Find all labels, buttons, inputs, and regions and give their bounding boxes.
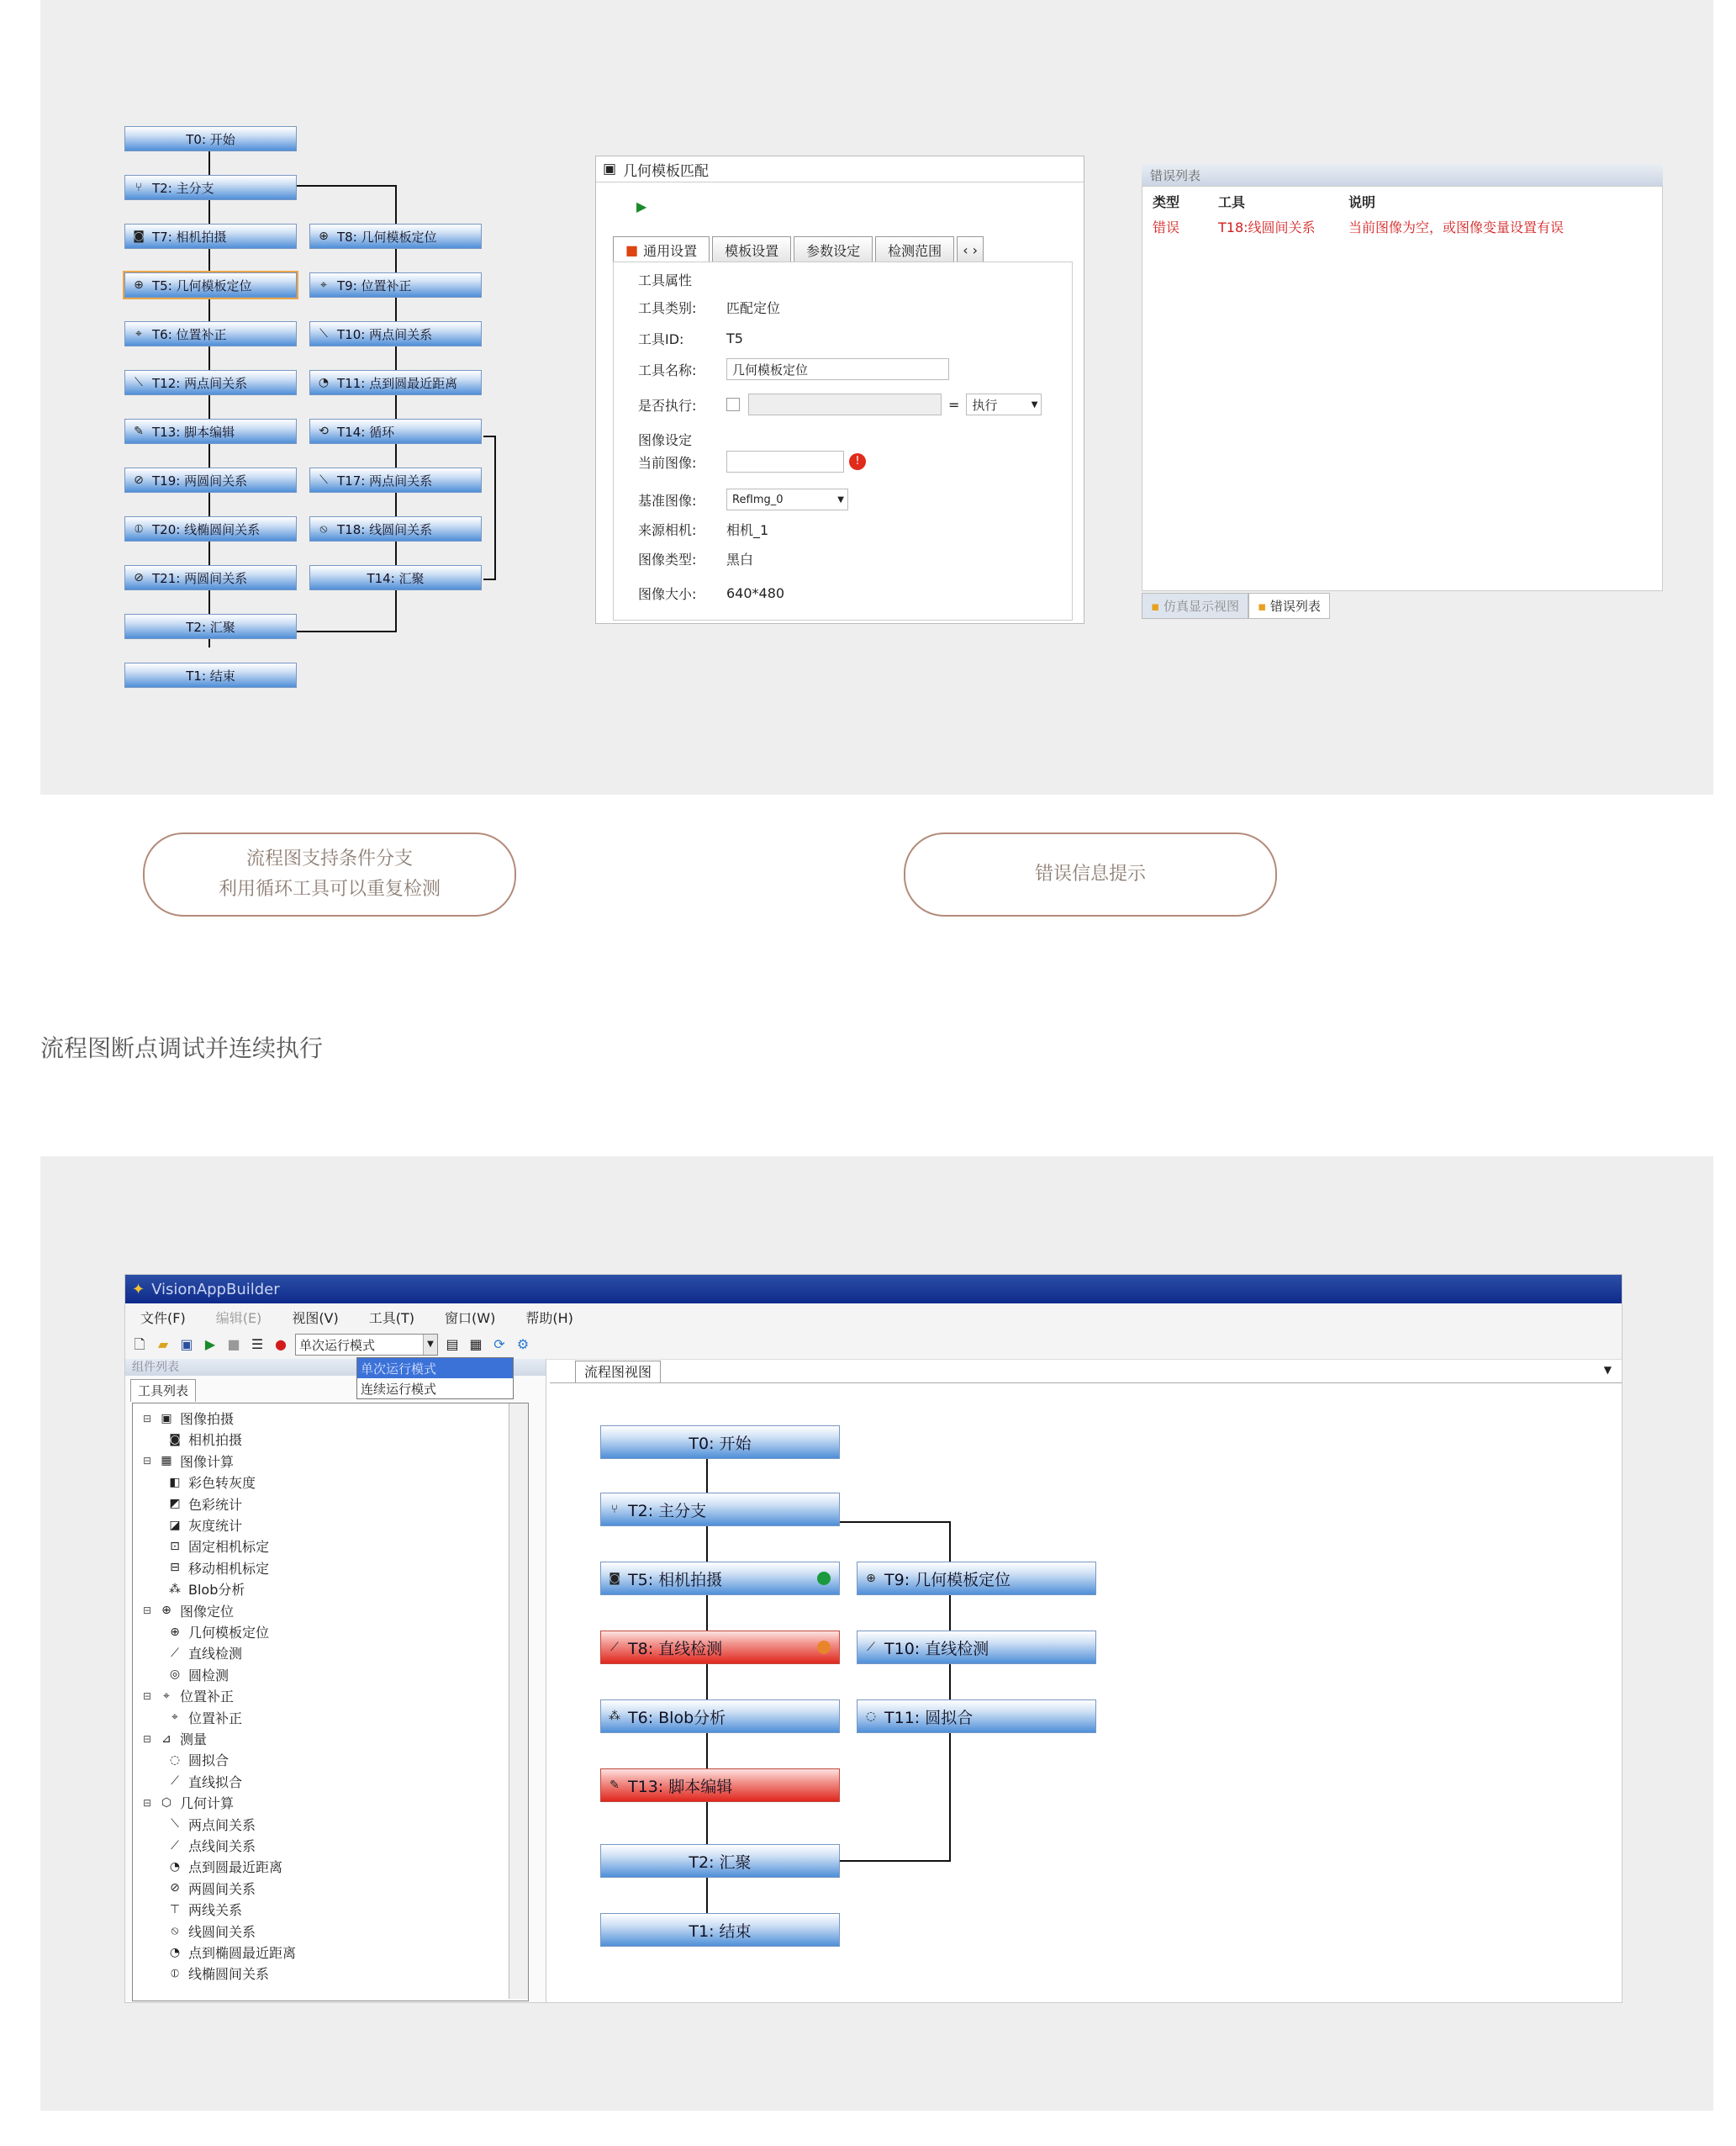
tool-icon: ⊕ bbox=[161, 1604, 171, 1618]
node-label: T1: 结束 bbox=[689, 1921, 752, 1941]
field-value: 相机_1 bbox=[726, 522, 769, 538]
line-detect-icon: ⟋ bbox=[610, 1641, 619, 1654]
flow-panel bbox=[550, 1359, 1622, 2002]
chevron-down-icon[interactable]: ▼ bbox=[1603, 1364, 1612, 1376]
field-value: 640*480 bbox=[726, 585, 785, 601]
property-window bbox=[595, 156, 1084, 624]
tool-icon: ▦ bbox=[161, 1454, 172, 1468]
tree-category[interactable] bbox=[143, 1686, 234, 1705]
execute-checkbox[interactable] bbox=[726, 398, 740, 411]
tree-tool-item[interactable] bbox=[166, 1964, 269, 1983]
tool-icon: ◌ bbox=[169, 1752, 181, 1767]
col-tool: 工具 bbox=[1218, 194, 1246, 210]
row-execute bbox=[638, 394, 1042, 415]
execute-condition-input[interactable] bbox=[748, 394, 942, 415]
caption-line: 流程图支持条件分支 bbox=[245, 848, 413, 870]
two-point-icon: ⟍ bbox=[319, 327, 328, 341]
section-label: 图像设定 bbox=[638, 432, 693, 448]
script-icon: ✎ bbox=[609, 1779, 620, 1792]
flow-node-t5[interactable] bbox=[600, 1562, 840, 1595]
chevron-down-icon: ▼ bbox=[837, 494, 844, 505]
flow-node-t2[interactable] bbox=[600, 1493, 840, 1526]
tree-tool-item[interactable] bbox=[166, 1815, 256, 1834]
tab-tool-list[interactable]: 工具列表 bbox=[130, 1379, 196, 1402]
tree-category[interactable] bbox=[143, 1793, 234, 1812]
row-base-image bbox=[638, 489, 848, 510]
tree-tool-item[interactable] bbox=[166, 1430, 242, 1449]
locate-icon: ⊕ bbox=[134, 278, 144, 292]
tool-icon: ◙ bbox=[169, 1432, 181, 1446]
error-bottom-tabs bbox=[1142, 593, 1663, 619]
field-label: 来源相机: bbox=[638, 522, 697, 538]
menu-tools[interactable]: 工具(T) bbox=[368, 1309, 415, 1326]
node-label: T8: 几何模板定位 bbox=[337, 229, 437, 245]
tree-label: 点线间关系 bbox=[188, 1838, 256, 1854]
blob-icon: ⁂ bbox=[609, 1710, 620, 1723]
tool-icon: ⟋ bbox=[171, 1838, 179, 1853]
tab-label: 检测范围 bbox=[888, 242, 942, 259]
collapse-icon[interactable]: ⊟ bbox=[143, 1796, 152, 1809]
section-image bbox=[638, 430, 692, 449]
tree-scrollbar[interactable] bbox=[509, 1403, 528, 1999]
tree-label: 彩色转灰度 bbox=[188, 1475, 256, 1492]
node-label: T17: 两点间关系 bbox=[337, 473, 433, 489]
flow-node-t13-breakpoint[interactable] bbox=[600, 1768, 840, 1802]
node-label: T13: 脚本编辑 bbox=[152, 424, 235, 440]
tool-icon: ◩ bbox=[169, 1497, 181, 1511]
tree-tool-item[interactable] bbox=[166, 1558, 269, 1578]
tool-name-input[interactable]: 几何模板定位 bbox=[726, 358, 949, 380]
tool-tree bbox=[132, 1403, 529, 2001]
tree-tool-item[interactable] bbox=[166, 1921, 256, 1941]
tree-tool-item[interactable] bbox=[166, 1879, 256, 1898]
new-file-icon[interactable]: 🗋 bbox=[134, 1336, 145, 1352]
node-label: T13: 脚本编辑 bbox=[628, 1777, 733, 1796]
flow-node-t0[interactable] bbox=[124, 126, 297, 151]
flow-node-t14-merge[interactable] bbox=[309, 565, 482, 590]
collapse-icon[interactable]: ⊟ bbox=[143, 1689, 152, 1702]
tree-tool-item[interactable] bbox=[166, 1472, 256, 1492]
tab-marker-icon: ■ bbox=[625, 241, 639, 258]
error-row[interactable] bbox=[1153, 217, 1564, 236]
position-fix-icon: ⌖ bbox=[135, 327, 142, 341]
flow-node-t7[interactable] bbox=[124, 224, 297, 249]
tree-category[interactable] bbox=[143, 1601, 234, 1620]
flow-node-t14-loop[interactable] bbox=[309, 419, 482, 444]
flow-node-t0[interactable] bbox=[600, 1425, 840, 1459]
tool-icon: ⦶ bbox=[170, 1966, 180, 1980]
flow-node-t21[interactable] bbox=[124, 565, 297, 590]
tab-simulation-view[interactable] bbox=[1142, 593, 1248, 619]
flow-node-t11[interactable] bbox=[309, 370, 482, 395]
point-circle-icon: ◔ bbox=[318, 376, 330, 389]
app-titlebar bbox=[125, 1275, 1622, 1303]
tool-icon: ⊟ bbox=[170, 1561, 180, 1575]
caption-line: 利用循环工具可以重复检测 bbox=[218, 879, 441, 900]
tab-label: 错误列表 bbox=[1269, 599, 1321, 614]
tree-tool-item[interactable] bbox=[166, 1708, 242, 1727]
refresh-icon[interactable]: ⟳ bbox=[493, 1336, 505, 1352]
tab-error-list[interactable] bbox=[1248, 593, 1330, 619]
error-tool: T18:线圆间关系 bbox=[1218, 219, 1316, 235]
locate-icon: ⊕ bbox=[319, 230, 329, 243]
tool-icon: ⟋ bbox=[171, 1646, 179, 1660]
tab-template[interactable] bbox=[712, 236, 791, 262]
field-label: 基准图像: bbox=[638, 492, 697, 509]
flow-node-t2-merge[interactable] bbox=[600, 1844, 840, 1878]
circle-fit-icon: ◌ bbox=[865, 1710, 877, 1723]
collapse-icon[interactable]: ⊟ bbox=[143, 1412, 152, 1424]
branch-icon: ⑂ bbox=[610, 1503, 619, 1516]
tree-label: 两点间关系 bbox=[188, 1816, 256, 1833]
open-folder-icon[interactable]: ▰ bbox=[157, 1336, 169, 1352]
flow-node-t12[interactable] bbox=[124, 370, 297, 395]
loop-icon: ⟲ bbox=[319, 425, 329, 438]
property-tabs bbox=[613, 236, 986, 262]
tree-label: 灰度统计 bbox=[188, 1518, 243, 1534]
run-icon[interactable]: ▶ bbox=[204, 1336, 216, 1352]
run-icon[interactable]: ▶ bbox=[636, 198, 647, 214]
tool-icon: ⊤ bbox=[169, 1902, 181, 1916]
record-icon[interactable]: ● bbox=[275, 1336, 287, 1352]
node-label: T10: 两点间关系 bbox=[337, 326, 433, 342]
tree-label: 色彩统计 bbox=[188, 1496, 243, 1513]
property-title-text: 几何模板匹配 bbox=[623, 162, 710, 180]
tree-label: 线椭圆间关系 bbox=[188, 1966, 270, 1983]
loop-connector bbox=[494, 436, 496, 580]
flow-node-t1[interactable] bbox=[600, 1913, 840, 1947]
two-point-icon: ⟍ bbox=[319, 473, 328, 487]
branch-icon: ⑂ bbox=[135, 181, 143, 194]
tree-tool-item[interactable] bbox=[166, 1515, 242, 1535]
tree-label: 几何计算 bbox=[180, 1795, 235, 1812]
tool-icon: ⦸ bbox=[171, 1924, 179, 1938]
tool-icon: ⟍ bbox=[171, 1817, 179, 1832]
execute-select-value: 执行 bbox=[972, 397, 998, 413]
row-image-size bbox=[638, 584, 784, 603]
tree-label: 图像定位 bbox=[180, 1603, 235, 1620]
tree-tool-item[interactable] bbox=[166, 1665, 229, 1684]
tool-icon: ◔ bbox=[169, 1945, 181, 1959]
menu-window[interactable]: 窗口(W) bbox=[445, 1309, 496, 1326]
tree-tool-item[interactable] bbox=[166, 1494, 242, 1514]
mode-option-single[interactable]: 单次运行模式 bbox=[357, 1358, 513, 1378]
node-label: T7: 相机拍摄 bbox=[152, 229, 227, 245]
node-label: T1: 结束 bbox=[186, 668, 235, 684]
tab-flow-view[interactable]: 流程图视图 bbox=[575, 1361, 661, 1383]
tool-icon: ⬡ bbox=[161, 1795, 172, 1810]
field-label: 当前图像: bbox=[638, 454, 697, 471]
row-current-image bbox=[638, 451, 866, 473]
tab-params[interactable] bbox=[794, 236, 873, 262]
section-heading: 流程图断点调试并连续执行 bbox=[40, 1034, 324, 1062]
component-panel bbox=[125, 1359, 546, 2002]
chevron-down-icon: ▼ bbox=[1031, 399, 1038, 410]
node-label: T12: 两点间关系 bbox=[152, 375, 248, 391]
node-label: T9: 几何模板定位 bbox=[884, 1570, 1011, 1589]
tree-tool-item[interactable] bbox=[166, 1622, 269, 1641]
two-circle-icon: ⊘ bbox=[134, 473, 144, 487]
line-circle-icon: ⦸ bbox=[319, 522, 328, 536]
caption-flow-branch bbox=[143, 832, 516, 917]
chevron-down-icon: ▼ bbox=[423, 1335, 437, 1355]
flow-node-t10[interactable] bbox=[309, 321, 482, 346]
tool-icon: ⊡ bbox=[170, 1539, 180, 1553]
tree-label: 线圆间关系 bbox=[188, 1923, 256, 1940]
tree-label: 移动相机标定 bbox=[188, 1560, 270, 1577]
list-icon: ▪ bbox=[1257, 599, 1267, 614]
camera-icon: ◙ bbox=[609, 1572, 620, 1585]
tool-icon: ◔ bbox=[169, 1859, 181, 1874]
flow-node-t19[interactable] bbox=[124, 468, 297, 493]
two-circle-icon: ⊘ bbox=[134, 571, 144, 584]
tab-label: 通用设置 bbox=[643, 242, 698, 259]
node-label: T8: 直线检测 bbox=[628, 1639, 723, 1658]
flow-node-t10[interactable] bbox=[857, 1631, 1096, 1664]
tool-icon: ⟋ bbox=[171, 1774, 179, 1789]
tree-tool-item[interactable] bbox=[166, 1857, 282, 1876]
tool-icon: ◪ bbox=[169, 1518, 181, 1532]
caption-error-info bbox=[904, 832, 1277, 917]
flow-node-t20[interactable] bbox=[124, 516, 297, 542]
collapse-icon[interactable]: ⊟ bbox=[143, 1455, 152, 1467]
tool-icon: ⊕ bbox=[170, 1625, 180, 1639]
tree-tool-item[interactable] bbox=[166, 1836, 256, 1855]
flow-node-t17[interactable] bbox=[309, 468, 482, 493]
two-point-icon: ⟍ bbox=[135, 376, 143, 389]
property-window-title bbox=[596, 156, 1084, 182]
tree-label: 位置补正 bbox=[180, 1689, 235, 1705]
row-camera bbox=[638, 520, 768, 539]
field-label: 工具ID: bbox=[638, 331, 684, 347]
node-label: T5: 几何模板定位 bbox=[152, 278, 252, 293]
menu-file[interactable]: 文件(F) bbox=[140, 1309, 186, 1326]
running-status-icon bbox=[817, 1572, 831, 1585]
run-mode-value: 单次运行模式 bbox=[299, 1337, 376, 1353]
tree-category[interactable] bbox=[143, 1409, 234, 1428]
error-type: 错误 bbox=[1153, 219, 1180, 235]
flow-node-t9[interactable] bbox=[309, 272, 482, 298]
node-label: T11: 圆拟合 bbox=[884, 1708, 974, 1727]
row-tool-type bbox=[638, 298, 780, 317]
field-label: 是否执行: bbox=[638, 397, 697, 414]
tree-label: 固定相机标定 bbox=[188, 1539, 270, 1556]
tree-label: 圆拟合 bbox=[188, 1752, 230, 1769]
line-detect-icon: ⟋ bbox=[867, 1641, 875, 1654]
error-desc: 当前图像为空，或图像变量设置有误 bbox=[1348, 219, 1565, 235]
gear-icon[interactable]: ⚙ bbox=[516, 1336, 530, 1352]
node-label: T2: 汇聚 bbox=[689, 1853, 752, 1872]
top-demo-panel bbox=[40, 0, 1713, 795]
caption-line: 错误信息提示 bbox=[1034, 864, 1146, 885]
tab-label: 模板设置 bbox=[725, 242, 779, 259]
save-icon[interactable]: ▣ bbox=[180, 1336, 193, 1352]
field-label: 图像大小: bbox=[638, 586, 697, 602]
toolbar bbox=[125, 1330, 1622, 1360]
collapse-icon[interactable]: ⊟ bbox=[143, 1732, 152, 1745]
flow-connector bbox=[297, 631, 397, 632]
row-image-type bbox=[638, 549, 753, 568]
section-label: 工具属性 bbox=[638, 272, 693, 288]
node-label: T19: 两圆间关系 bbox=[152, 473, 248, 489]
node-label: T2: 主分支 bbox=[152, 180, 214, 196]
tree-label: 测量 bbox=[180, 1731, 208, 1747]
run-mode-dropdown bbox=[356, 1357, 514, 1399]
tree-label: 图像拍摄 bbox=[180, 1411, 235, 1427]
node-label: T0: 开始 bbox=[689, 1434, 752, 1453]
mode-option-continuous[interactable]: 连续运行模式 bbox=[361, 1381, 437, 1397]
loop-connector bbox=[483, 579, 496, 580]
base-image-value: RefImg_0 bbox=[732, 493, 784, 506]
tree-tool-item[interactable] bbox=[166, 1536, 269, 1556]
tree-category[interactable] bbox=[143, 1729, 207, 1748]
field-label: 工具名称: bbox=[638, 362, 697, 378]
tool-icon: ◧ bbox=[169, 1475, 181, 1489]
node-label: T11: 点到圆最近距离 bbox=[337, 375, 458, 391]
node-label: T6: Blob分析 bbox=[628, 1708, 726, 1727]
tree-category[interactable] bbox=[143, 1451, 234, 1471]
flow-node-t8-breakpoint[interactable] bbox=[600, 1631, 840, 1664]
run-mode-select[interactable] bbox=[295, 1334, 438, 1356]
breakpoint-status-icon bbox=[817, 1641, 831, 1654]
tree-label: 几何模板定位 bbox=[188, 1625, 270, 1641]
flow-node-t2-merge[interactable] bbox=[124, 614, 297, 639]
position-fix-icon: ⌖ bbox=[320, 278, 327, 292]
flow-node-t13[interactable] bbox=[124, 419, 297, 444]
app-title-text: VisionAppBuilder bbox=[151, 1280, 280, 1298]
tab-range[interactable] bbox=[875, 236, 954, 262]
line-ellipse-icon: ⦶ bbox=[134, 522, 144, 536]
col-type: 类型 bbox=[1153, 194, 1180, 210]
flow-node-t6[interactable] bbox=[124, 321, 297, 346]
node-label: T2: 主分支 bbox=[628, 1501, 707, 1520]
tree-label: 图像计算 bbox=[180, 1453, 235, 1470]
current-image-input[interactable] bbox=[726, 451, 844, 473]
view-icon: ▪ bbox=[1151, 599, 1160, 614]
node-label: T10: 直线检测 bbox=[884, 1639, 989, 1658]
node-label: T0: 开始 bbox=[186, 131, 235, 147]
node-label: T21: 两圆间关系 bbox=[152, 570, 248, 586]
step-icon[interactable]: ☰ bbox=[251, 1336, 264, 1352]
execute-operator: = bbox=[948, 396, 960, 413]
tree-label: Blob分析 bbox=[188, 1582, 245, 1599]
tree-tool-item[interactable] bbox=[166, 1772, 242, 1791]
window-icon: ▣ bbox=[603, 161, 617, 177]
node-label: T18: 线圆间关系 bbox=[337, 521, 433, 537]
flow-node-t9[interactable] bbox=[857, 1562, 1096, 1595]
menu-view[interactable]: 视图(V) bbox=[292, 1309, 339, 1326]
base-image-select[interactable] bbox=[726, 489, 848, 510]
tree-tool-item[interactable] bbox=[166, 1643, 242, 1662]
locate-icon: ⊕ bbox=[866, 1572, 876, 1585]
tool-icon: ⁂ bbox=[169, 1582, 181, 1596]
node-label: T14: 循环 bbox=[337, 424, 395, 440]
stop-icon[interactable]: ■ bbox=[227, 1336, 240, 1352]
section-tool bbox=[638, 270, 692, 289]
tab-label: 参数设定 bbox=[806, 242, 861, 259]
flow-node-t2[interactable] bbox=[124, 175, 297, 200]
tool-icon: ⊘ bbox=[170, 1881, 180, 1895]
node-label: T2: 汇聚 bbox=[186, 619, 235, 635]
tree-label: 直线拟合 bbox=[188, 1773, 243, 1790]
tree-tool-item[interactable] bbox=[166, 1750, 229, 1769]
tree-tool-item[interactable] bbox=[166, 1942, 296, 1962]
flow-node-t18[interactable] bbox=[309, 516, 482, 542]
tree-tool-item[interactable] bbox=[166, 1579, 245, 1599]
tab-scroll-button[interactable]: ‹ › bbox=[957, 236, 984, 262]
tree-label: 点到椭圆最近距离 bbox=[188, 1945, 297, 1961]
tool-icon: ▣ bbox=[161, 1411, 172, 1425]
component-panel-title: 组件列表 bbox=[125, 1359, 546, 1376]
error-list-body bbox=[1142, 186, 1663, 591]
tree-label: 两线关系 bbox=[188, 1902, 243, 1919]
field-label: 工具类别: bbox=[638, 300, 697, 316]
menu-help[interactable]: 帮助(H) bbox=[525, 1309, 573, 1326]
error-list-header bbox=[1153, 192, 1375, 211]
node-label: T5: 相机拍摄 bbox=[628, 1570, 723, 1589]
flow-connector bbox=[297, 185, 397, 187]
error-list-window bbox=[1142, 164, 1663, 631]
field-label: 图像类型: bbox=[638, 552, 697, 568]
field-value: T5 bbox=[726, 330, 743, 346]
row-tool-name bbox=[638, 358, 949, 380]
tree-label: 位置补正 bbox=[188, 1710, 243, 1726]
tool-icon: ⊿ bbox=[161, 1731, 171, 1746]
flow-node-t5[interactable] bbox=[124, 272, 297, 298]
flow-connector bbox=[395, 589, 397, 632]
flow-node-t6[interactable] bbox=[600, 1699, 840, 1733]
flow-connector bbox=[395, 185, 397, 614]
execute-select[interactable] bbox=[966, 394, 1042, 415]
tree-label: 圆检测 bbox=[188, 1667, 230, 1684]
camera-icon: ◙ bbox=[133, 230, 145, 243]
tree-label: 两圆间关系 bbox=[188, 1880, 256, 1897]
tool-icon: ⌖ bbox=[171, 1710, 178, 1725]
flow-canvas bbox=[550, 1382, 1622, 2003]
collapse-icon[interactable]: ⊟ bbox=[143, 1604, 152, 1617]
tree-label: 点到圆最近距离 bbox=[188, 1859, 283, 1876]
error-icon: ! bbox=[849, 453, 866, 470]
tab-label: 仿真显示视图 bbox=[1163, 599, 1239, 614]
tool-icon: ⌖ bbox=[163, 1689, 170, 1703]
flow-node-t1[interactable] bbox=[124, 663, 297, 688]
tree-label: 直线检测 bbox=[188, 1646, 243, 1662]
flow-node-t8[interactable] bbox=[309, 224, 482, 249]
node-label: T9: 位置补正 bbox=[337, 278, 412, 293]
tree-label: 相机拍摄 bbox=[188, 1432, 243, 1449]
app-logo-icon: ✦ bbox=[132, 1280, 145, 1298]
tool-icon: ◎ bbox=[169, 1668, 181, 1682]
flow-node-t11[interactable] bbox=[857, 1699, 1096, 1733]
row-tool-id bbox=[638, 329, 743, 348]
app-window bbox=[124, 1274, 1623, 2003]
node-label: T6: 位置补正 bbox=[152, 326, 227, 342]
col-desc: 说明 bbox=[1348, 194, 1376, 210]
error-list-title: 错误列表 bbox=[1142, 164, 1663, 186]
window-icon[interactable]: ▤ bbox=[446, 1336, 459, 1352]
field-value: 黑白 bbox=[726, 552, 754, 568]
image-icon[interactable]: ▦ bbox=[469, 1336, 483, 1352]
menu-edit[interactable]: 编辑(E) bbox=[215, 1309, 262, 1326]
node-label: T20: 线椭圆间关系 bbox=[152, 521, 261, 537]
node-label: T14: 汇聚 bbox=[367, 570, 425, 586]
tree-tool-item[interactable] bbox=[166, 1900, 242, 1919]
script-icon: ✎ bbox=[134, 425, 144, 438]
tab-general[interactable] bbox=[613, 236, 710, 262]
menu-bar bbox=[125, 1303, 1622, 1330]
field-value: 匹配定位 bbox=[726, 300, 781, 316]
